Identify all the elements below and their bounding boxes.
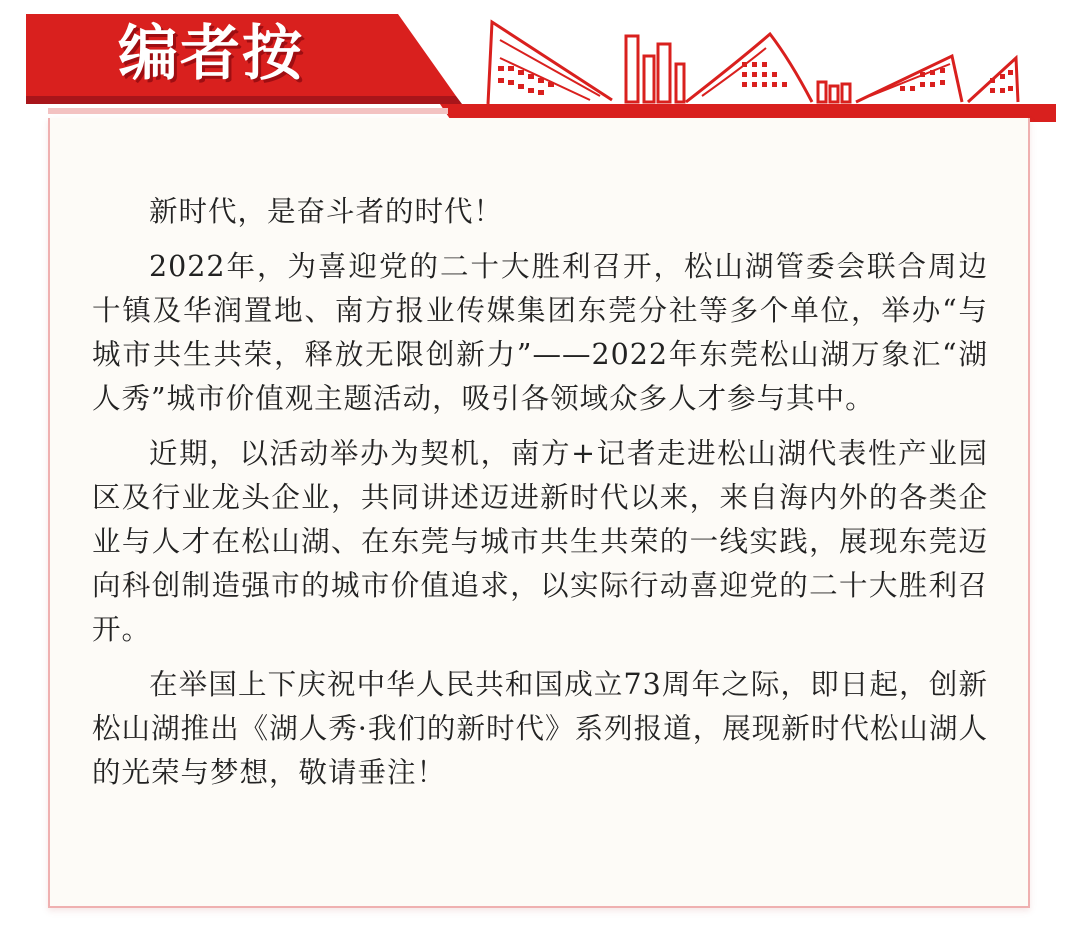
paragraph: 新时代，是奋斗者的时代！ [149,195,504,228]
paragraph: 在举国上下庆祝中华人民共和国成立73周年之际，即日起，创新松山湖推出《湖人秀·我们的新时代》系列报道，展现新时代松山湖人的光荣与梦想，敬请垂注！ [92,668,988,789]
banner-underline [48,108,448,114]
paragraph: 近期，以活动举办为契机，南方+记者走进松山湖代表性产业园区及行业龙头企业，共同讲述迈进新时代以来，来自海内外的各类企业与人才在松山湖、在东莞与城市共生共荣的一线实践，展现东莞迈向科创制造强市的城市价值追求，以实际行动喜迎党的二十大胜利召开。 [92,437,988,646]
skyline-graphic [488,22,1018,104]
article-body [92,190,988,806]
paragraph: 2022年，为喜迎党的二十大胜利召开，松山湖管委会联合周边十镇及华润置地、南方报业传媒集团东莞分社等多个单位，举办“与城市共生共荣，释放无限创新力”——2022年东莞松山湖万象汇“湖人秀”城市价值观主题活动，吸引各领域众多人才参与其中。 [92,250,988,415]
title-tab-shadow [26,96,462,104]
page-title: 编者按 [118,19,304,89]
